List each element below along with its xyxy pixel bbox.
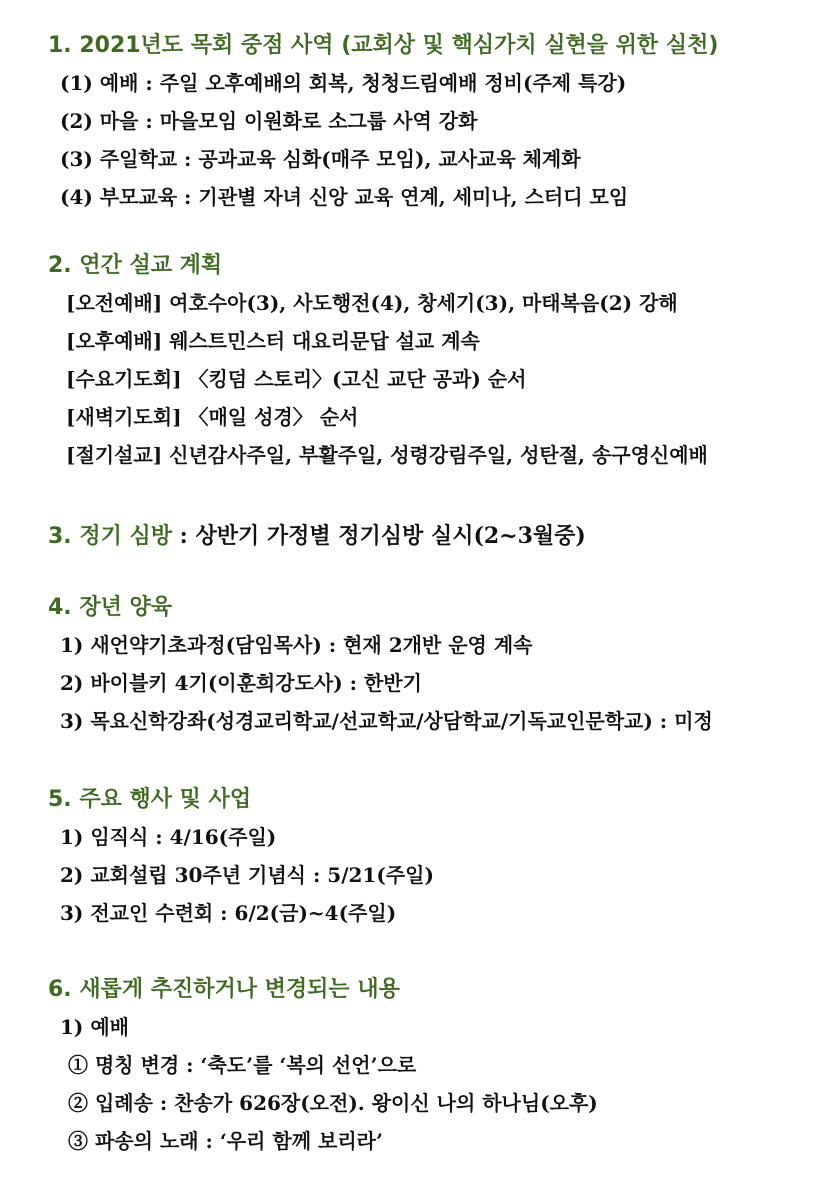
list-item: [오후예배] 웨스트민스터 대요리문답 설교 계속 [66,329,480,353]
list-item: (1) 예배 : 주일 오후예배의 회복, 청청드림예배 정비(주제 특강) [60,71,627,95]
section-heading-detail: : 상반기 가정별 정기심방 실시(2~3월중) [172,523,586,549]
section-heading: 1. 2021년도 목회 중점 사역 (교회상 및 핵심가치 실현을 위한 실천) [48,33,719,58]
section-4 [0,590,826,740]
list-item: [새벽기도회] 〈매일 성경〉 순서 [66,405,359,429]
section-2 [0,248,826,474]
section-heading: 4. 장년 양육 [48,595,172,620]
list-item: ① 명칭 변경 : ‘축도’를 ‘복의 선언’으로 [68,1053,417,1077]
section-heading [48,518,826,554]
section-heading-label: 3. 정기 심방 [48,524,172,549]
list-item: 1) 임직식 : 4/16(주일) [60,825,277,849]
list-item: 1) 예배 [60,1015,129,1039]
list-item: (4) 부모교육 : 기관별 자녀 신앙 교육 연계, 세미나, 스터디 모임 [60,185,629,209]
list-item: 3) 목요신학강좌(성경교리학교/선교학교/상담학교/기독교인문학교) : 미정 [60,709,713,733]
list-item: ② 입례송 : 찬송가 626장(오전). 왕이신 나의 하나님(오후) [68,1091,598,1115]
list-item: ③ 파송의 노래 : ‘우리 함께 보리라’ [68,1129,383,1153]
list-item: 3) 전교인 수련회 : 6/2(금)~4(주일) [60,901,397,925]
list-item: 2) 교회설립 30주년 기념식 : 5/21(주일) [60,863,434,887]
section-3 [0,518,826,554]
list-item: [오전예배] 여호수아(3), 사도행전(4), 창세기(3), 마태복음(2) 강해 [66,291,678,315]
list-item: 1) 새언약기초과정(담임목사) : 현재 2개반 운영 계속 [60,633,533,657]
section-heading: 5. 주요 행사 및 사업 [48,787,252,812]
section-heading: 6. 새롭게 추진하거나 변경되는 내용 [48,977,400,1002]
list-item: (3) 주일학교 : 공과교육 심화(매주 모임), 교사교육 체계화 [60,147,581,171]
section-1 [0,28,826,216]
section-6 [0,972,826,1160]
list-item: 2) 바이블키 4기(이훈희강도사) : 한반기 [60,671,422,695]
section-5 [0,782,826,932]
list-item: [수요기도회] 〈킹덤 스토리〉(고신 교단 공과) 순서 [66,367,527,391]
section-heading: 2. 연간 설교 계획 [48,253,223,278]
list-item: (2) 마을 : 마을모임 이원화로 소그룹 사역 강화 [60,109,478,133]
list-item: [절기설교] 신년감사주일, 부활주일, 성령강림주일, 성탄절, 송구영신예배 [66,443,708,467]
